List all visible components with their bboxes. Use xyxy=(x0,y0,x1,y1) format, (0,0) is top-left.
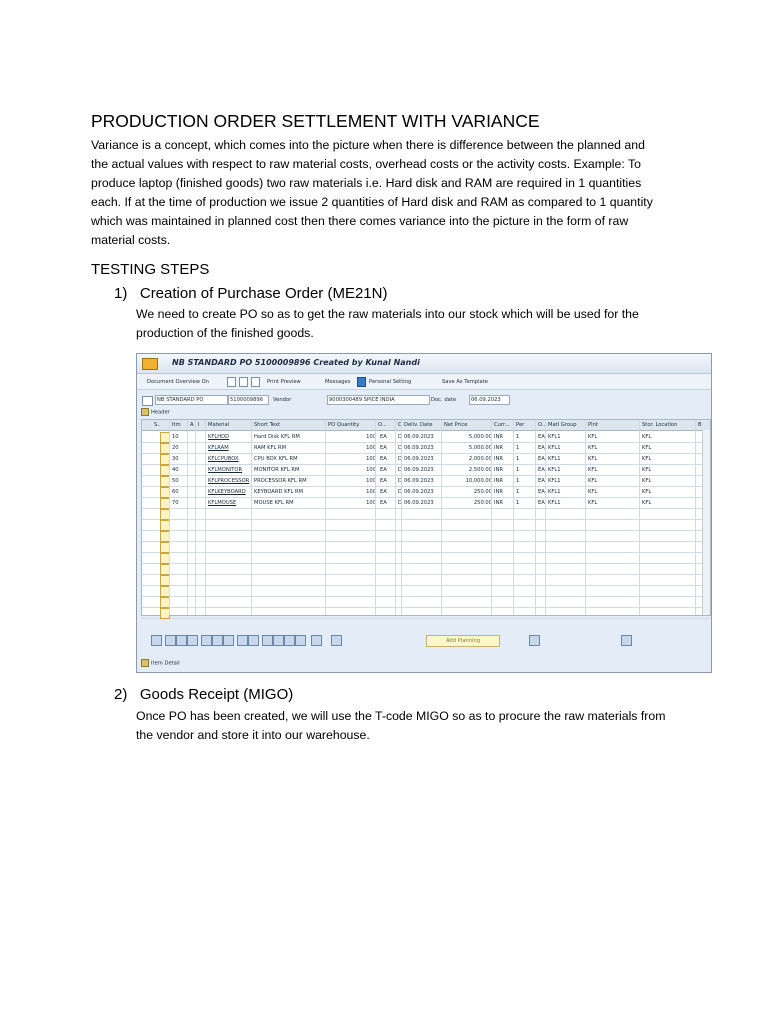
cell-short: Hard Disk KFL RM xyxy=(254,434,300,440)
cell-curr: INR xyxy=(494,456,504,462)
step1-line: We need to create PO so as to get the raw materials into our stock which will be used for the xyxy=(136,307,639,321)
cell-itm: 10 xyxy=(172,434,179,440)
cell-qty: 100 xyxy=(366,434,376,440)
cell-material[interactable]: KFLRAM xyxy=(208,445,229,451)
page-title: PRODUCTION ORDER SETTLEMENT WITH VARIANCE xyxy=(91,111,540,131)
testing-heading: TESTING STEPS xyxy=(91,261,210,278)
column-divider xyxy=(251,420,252,615)
cell-itm: 60 xyxy=(172,489,179,495)
cut-icon[interactable] xyxy=(201,635,212,646)
item-detail-label: Item Detail xyxy=(151,660,180,667)
sap-screenshot xyxy=(136,353,712,673)
cell-per: 1 xyxy=(516,467,520,473)
cell-curr: INR xyxy=(494,500,504,506)
copy-rows-icon[interactable] xyxy=(212,635,223,646)
cell-short: MONITOR KFL RM xyxy=(254,467,300,473)
cell-plnt: KFL xyxy=(588,500,598,506)
header-section-toggle[interactable] xyxy=(141,408,170,416)
folder-icon xyxy=(141,408,149,416)
step2-line: the vendor and store it into our warehouse. xyxy=(136,728,370,742)
cell-opu: EA xyxy=(538,434,545,440)
column-divider xyxy=(491,420,492,615)
cell-c: D xyxy=(398,500,402,506)
cell-per: 1 xyxy=(516,489,520,495)
step1-text xyxy=(136,305,639,343)
column-header[interactable]: Per xyxy=(516,422,525,428)
cell-qty: 100 xyxy=(366,478,376,484)
sap-title: NB STANDARD PO 5100009896 Created by Kunal Nandi xyxy=(172,358,420,367)
column-divider xyxy=(513,420,514,615)
cell-opu: EA xyxy=(538,500,545,506)
cell-short: KEYBOARD KFL RM xyxy=(254,489,304,495)
column-header[interactable]: Matl Group xyxy=(548,422,577,428)
cell-ou: EA xyxy=(380,445,387,451)
cell-c: D xyxy=(398,478,402,484)
column-header[interactable]: PO Quantity xyxy=(328,422,360,428)
cell-mg: KFL1 xyxy=(548,489,561,495)
doc-date-field[interactable]: 06.09.2023 xyxy=(469,395,510,405)
cell-c: D xyxy=(398,445,402,451)
cell-date: 06.09.2023 xyxy=(404,500,434,506)
intro-paragraph xyxy=(91,136,691,250)
cell-short: MOUSE KFL RM xyxy=(254,500,294,506)
cell-ou: EA xyxy=(380,434,387,440)
cell-sloc: KFL xyxy=(642,456,652,462)
cell-material[interactable]: KFLKEYBOARD xyxy=(208,489,246,495)
column-divider xyxy=(545,420,546,615)
column-divider xyxy=(695,420,696,615)
cell-short: CPU BOX KFL RM xyxy=(254,456,298,462)
cell-plnt: KFL xyxy=(588,489,598,495)
cell-plnt: KFL xyxy=(588,456,598,462)
forward-icon[interactable] xyxy=(621,635,632,646)
cell-material[interactable]: KFLPROCESSOR xyxy=(208,478,250,484)
header-section-label: Header xyxy=(151,409,170,416)
cell-date: 06.09.2023 xyxy=(404,489,434,495)
cell-curr: INR xyxy=(494,434,504,440)
column-divider xyxy=(375,420,376,615)
cell-ou: EA xyxy=(380,500,387,506)
document-icon xyxy=(142,396,153,406)
item-detail-toggle[interactable] xyxy=(141,659,180,667)
column-header[interactable]: Material xyxy=(208,422,230,428)
doc-overview-button[interactable]: Document Overview On xyxy=(147,379,209,385)
column-header[interactable]: Stor. Location xyxy=(642,422,678,428)
column-header[interactable]: Plnt xyxy=(588,422,598,428)
cell-price: 2,500.00 xyxy=(468,467,492,473)
column-divider xyxy=(169,420,170,615)
bottom-toolbar xyxy=(141,634,707,648)
cell-price: 250.00 xyxy=(473,489,492,495)
column-header[interactable]: Deliv. Date xyxy=(404,422,433,428)
step2-heading xyxy=(114,686,293,703)
column-header[interactable]: O... xyxy=(538,422,547,428)
step2-title: Goods Receipt (MIGO) xyxy=(139,686,294,703)
column-header[interactable]: A xyxy=(190,422,194,428)
step2-number: 2) xyxy=(114,686,128,703)
cell-curr: INR xyxy=(494,478,504,484)
sort-desc-icon[interactable] xyxy=(273,635,284,646)
cell-material[interactable]: KFLMONITOR xyxy=(208,467,243,473)
cell-price: 250.00 xyxy=(473,500,492,506)
cell-plnt: KFL xyxy=(588,467,598,473)
insert-icon[interactable] xyxy=(237,635,248,646)
cell-opu: EA xyxy=(538,478,545,484)
cell-itm: 40 xyxy=(172,467,179,473)
column-header[interactable]: Curr... xyxy=(494,422,510,428)
sap-menu-icon[interactable] xyxy=(142,358,158,370)
intro-line: the actual values with respect to raw material costs, overhead costs or the activity costs. Example: To xyxy=(91,157,641,171)
po-number-field[interactable]: 5100009896 xyxy=(228,395,269,405)
column-divider xyxy=(585,420,586,615)
cell-qty: 100 xyxy=(366,445,376,451)
column-divider xyxy=(401,420,402,615)
paste-icon[interactable] xyxy=(223,635,234,646)
cell-mg: KFL1 xyxy=(548,456,561,462)
column-header[interactable]: B xyxy=(698,422,702,428)
messages-button[interactable]: Messages xyxy=(325,379,351,385)
cell-qty: 100 xyxy=(366,467,376,473)
cell-per: 1 xyxy=(516,500,520,506)
layout-icon[interactable] xyxy=(295,635,306,646)
cell-short: PROCESSOR KFL RM xyxy=(254,478,307,484)
grid-scrollbar[interactable] xyxy=(702,430,710,615)
personal-setting-button[interactable]: Personal Setting xyxy=(369,379,412,385)
step2-line: Once PO has been created, we will use the T-code MIGO so as to procure the raw materials from xyxy=(136,709,666,723)
delete-icon[interactable] xyxy=(187,635,198,646)
step1-number: 1) xyxy=(114,285,128,302)
cell-c: D xyxy=(398,434,402,440)
cell-sloc: KFL xyxy=(642,434,652,440)
cell-curr: INR xyxy=(494,445,504,451)
column-header[interactable]: O... xyxy=(378,422,387,428)
cell-ou: EA xyxy=(380,467,387,473)
cell-itm: 70 xyxy=(172,500,179,506)
step2-text xyxy=(136,707,665,745)
filter-icon[interactable] xyxy=(284,635,295,646)
print-preview-button[interactable]: Print Preview xyxy=(267,379,301,385)
po-type-select[interactable]: NB STANDARD PO xyxy=(155,395,228,405)
cell-opu: EA xyxy=(538,467,545,473)
cell-mg: KFL1 xyxy=(548,467,561,473)
sort-asc-icon[interactable] xyxy=(262,635,273,646)
cell-material[interactable]: KFLHDD xyxy=(208,434,230,440)
add-planning-button[interactable]: Add Planning xyxy=(426,635,500,647)
column-header[interactable]: Net Price xyxy=(444,422,468,428)
grid-header xyxy=(142,420,710,431)
cell-c: D xyxy=(398,456,402,462)
sap-title-bar xyxy=(137,354,711,374)
export-icon[interactable] xyxy=(311,635,322,646)
column-divider xyxy=(187,420,188,615)
cell-itm: 30 xyxy=(172,456,179,462)
items-grid xyxy=(141,419,711,616)
intro-line: produce laptop (finished goods) two raw materials i.e. Hard disk and RAM are required in 1 quantities xyxy=(91,176,642,190)
cell-price: 5,000.00 xyxy=(468,445,492,451)
cell-ou: EA xyxy=(380,489,387,495)
column-divider xyxy=(535,420,536,615)
cell-per: 1 xyxy=(516,445,520,451)
cell-date: 06.09.2023 xyxy=(404,478,434,484)
intro-line: material costs. xyxy=(91,233,171,247)
cell-plnt: KFL xyxy=(588,478,598,484)
vendor-label: Vendor xyxy=(273,397,292,403)
cell-curr: INR xyxy=(494,489,504,495)
cell-plnt: KFL xyxy=(588,434,598,440)
intro-line: Variance is a concept, which comes into the picture when there is difference between the planned and xyxy=(91,138,645,152)
cell-qty: 100 xyxy=(366,500,376,506)
cell-material[interactable]: KFLMOUSE xyxy=(208,500,237,506)
step1-title: Creation of Purchase Order (ME21N) xyxy=(139,285,388,302)
column-header[interactable]: I xyxy=(198,422,200,428)
column-divider xyxy=(205,420,206,615)
cell-price: 5,000.00 xyxy=(468,434,492,440)
cell-material[interactable]: KFLCPUBOX xyxy=(208,456,239,462)
column-header[interactable]: Short Text xyxy=(254,422,281,428)
cell-ou: EA xyxy=(380,456,387,462)
cell-opu: EA xyxy=(538,445,545,451)
deselect-icon[interactable] xyxy=(176,635,187,646)
cell-opu: EA xyxy=(538,489,545,495)
cell-mg: KFL1 xyxy=(548,434,561,440)
cell-date: 06.09.2023 xyxy=(404,467,434,473)
sap-toolbar xyxy=(137,374,711,390)
cell-plnt: KFL xyxy=(588,445,598,451)
column-divider xyxy=(195,420,196,615)
cell-date: 06.09.2023 xyxy=(404,434,434,440)
cell-sloc: KFL xyxy=(642,478,652,484)
new-document-icon[interactable] xyxy=(227,377,236,387)
folder-icon xyxy=(141,659,149,667)
cell-qty: 100 xyxy=(366,489,376,495)
vendor-field[interactable]: 9000300489 SPICE INDIA xyxy=(327,395,430,405)
cell-short: RAM KFL RM xyxy=(254,445,287,451)
column-header[interactable]: S.. xyxy=(154,422,161,428)
cell-per: 1 xyxy=(516,434,520,440)
cell-date: 06.09.2023 xyxy=(404,456,434,462)
cell-sloc: KFL xyxy=(642,467,652,473)
intro-line: each. If at the time of production we issue 2 quantities of Hard disk and RAM as compared to 1 quantity xyxy=(91,195,653,209)
intro-line: which was maintained in planned cost then there comes variance into the picture in the form of raw xyxy=(91,214,629,228)
cell-c: D xyxy=(398,489,402,495)
cell-mg: KFL1 xyxy=(548,478,561,484)
edit-icon[interactable] xyxy=(239,377,248,387)
cell-ou: EA xyxy=(380,478,387,484)
cell-qty: 100 xyxy=(366,456,376,462)
info-icon[interactable] xyxy=(357,377,366,387)
po-header-row xyxy=(137,394,711,406)
doc-date-label: Doc. date xyxy=(431,397,457,403)
cell-sloc: KFL xyxy=(642,445,652,451)
cell-per: 1 xyxy=(516,456,520,462)
cell-curr: INR xyxy=(494,467,504,473)
column-header[interactable]: C xyxy=(398,422,402,428)
cell-opu: EA xyxy=(538,456,545,462)
save-template-button[interactable]: Save As Template xyxy=(442,379,488,385)
cell-itm: 20 xyxy=(172,445,179,451)
cell-mg: KFL1 xyxy=(548,500,561,506)
column-divider xyxy=(325,420,326,615)
cell-price: 2,000.00 xyxy=(468,456,492,462)
planning-icon[interactable] xyxy=(529,635,540,646)
cell-date: 06.09.2023 xyxy=(404,445,434,451)
column-divider xyxy=(441,420,442,615)
column-header[interactable]: Itm xyxy=(172,422,181,428)
cell-price: 10,000.00 xyxy=(465,478,492,484)
column-divider xyxy=(395,420,396,615)
select-all-icon[interactable] xyxy=(165,635,176,646)
table-row[interactable] xyxy=(142,607,710,619)
expand-icon[interactable] xyxy=(248,635,259,646)
cell-sloc: KFL xyxy=(642,500,652,506)
cell-mg: KFL1 xyxy=(548,445,561,451)
cell-c: D xyxy=(398,467,402,473)
details-icon[interactable] xyxy=(151,635,162,646)
cell-per: 1 xyxy=(516,478,520,484)
settings-icon[interactable] xyxy=(331,635,342,646)
column-divider xyxy=(639,420,640,615)
cell-sloc: KFL xyxy=(642,489,652,495)
copy-icon[interactable] xyxy=(251,377,260,387)
step1-heading xyxy=(114,285,387,302)
cell-itm: 50 xyxy=(172,478,179,484)
step1-line: production of the finished goods. xyxy=(136,326,314,340)
